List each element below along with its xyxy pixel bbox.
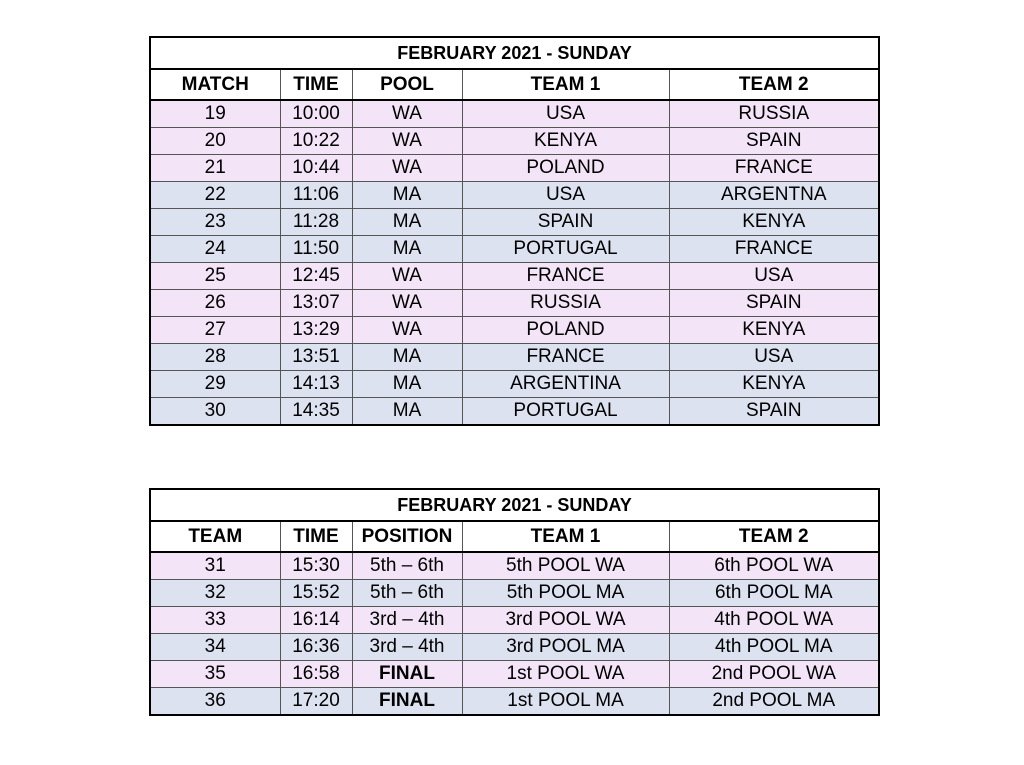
table-cell: POLAND (462, 317, 669, 344)
table-cell: USA (669, 344, 879, 371)
table-row (150, 552, 879, 580)
table-row (150, 661, 879, 688)
column-header: TEAM (150, 521, 280, 552)
table-cell: 11:06 (280, 182, 352, 209)
table-cell: 32 (150, 580, 280, 607)
table-row (150, 128, 879, 155)
table-cell: 2nd POOL MA (669, 688, 879, 716)
table-cell: FRANCE (462, 263, 669, 290)
placement-schedule-table (149, 488, 880, 716)
table-title: FEBRUARY 2021 - SUNDAY (150, 489, 879, 521)
table-cell: 27 (150, 317, 280, 344)
table-cell: 15:30 (280, 552, 352, 580)
table-cell: 33 (150, 607, 280, 634)
table-cell: 26 (150, 290, 280, 317)
table-row (150, 607, 879, 634)
table-cell: SPAIN (462, 209, 669, 236)
table-cell: MA (352, 344, 462, 371)
table-row (150, 398, 879, 426)
table-cell: MA (352, 398, 462, 426)
column-header: TEAM 2 (669, 521, 879, 552)
table-cell: 5th – 6th (352, 552, 462, 580)
table-cell: KENYA (669, 317, 879, 344)
table-cell: KENYA (669, 371, 879, 398)
column-header: TEAM 1 (462, 521, 669, 552)
table-cell: ARGENTINA (462, 371, 669, 398)
table-cell: WA (352, 263, 462, 290)
column-header: TIME (280, 521, 352, 552)
table-row (150, 688, 879, 716)
table-cell: 22 (150, 182, 280, 209)
table-cell: 34 (150, 634, 280, 661)
table-cell: 16:36 (280, 634, 352, 661)
table-cell: WA (352, 100, 462, 128)
column-header: TEAM 2 (669, 69, 879, 100)
table-cell: 4th POOL MA (669, 634, 879, 661)
table-cell: MA (352, 182, 462, 209)
table-row (150, 155, 879, 182)
table-row (150, 317, 879, 344)
table-cell: KENYA (669, 209, 879, 236)
table-cell: 13:07 (280, 290, 352, 317)
table-cell: 6th POOL WA (669, 552, 879, 580)
column-header: POOL (352, 69, 462, 100)
table-cell: 16:14 (280, 607, 352, 634)
table-cell: WA (352, 317, 462, 344)
table-cell: 13:29 (280, 317, 352, 344)
table-cell: 4th POOL WA (669, 607, 879, 634)
table-cell: PORTUGAL (462, 236, 669, 263)
table-cell: 1st POOL WA (462, 661, 669, 688)
table-cell: WA (352, 290, 462, 317)
table-cell: 29 (150, 371, 280, 398)
table-cell: WA (352, 128, 462, 155)
table-cell: ARGENTNA (669, 182, 879, 209)
table-cell: 14:13 (280, 371, 352, 398)
table-cell: 10:00 (280, 100, 352, 128)
table-cell: 19 (150, 100, 280, 128)
table-cell: 10:44 (280, 155, 352, 182)
table-cell: 1st POOL MA (462, 688, 669, 716)
table-cell: USA (462, 100, 669, 128)
table-cell: 3rd POOL WA (462, 607, 669, 634)
column-header: MATCH (150, 69, 280, 100)
table-cell: 11:50 (280, 236, 352, 263)
table-cell: 5th – 6th (352, 580, 462, 607)
table-row (150, 580, 879, 607)
table-cell: 11:28 (280, 209, 352, 236)
table-row (150, 371, 879, 398)
table-cell: WA (352, 155, 462, 182)
table-title: FEBRUARY 2021 - SUNDAY (150, 37, 879, 69)
table-cell: 30 (150, 398, 280, 426)
table-row (150, 263, 879, 290)
table-cell: FINAL (352, 688, 462, 716)
table-body (150, 552, 879, 715)
table-cell: SPAIN (669, 398, 879, 426)
table-cell: 13:51 (280, 344, 352, 371)
table-cell: 3rd – 4th (352, 607, 462, 634)
table-row (150, 236, 879, 263)
table-cell: 5th POOL WA (462, 552, 669, 580)
table-cell: 17:20 (280, 688, 352, 716)
table-cell: 20 (150, 128, 280, 155)
table-cell: RUSSIA (462, 290, 669, 317)
table-cell: RUSSIA (669, 100, 879, 128)
table-row (150, 344, 879, 371)
table-cell: 28 (150, 344, 280, 371)
table-cell: 16:58 (280, 661, 352, 688)
table-cell: FINAL (352, 661, 462, 688)
table-row (150, 634, 879, 661)
table-row (150, 209, 879, 236)
table-cell: POLAND (462, 155, 669, 182)
table-cell: 21 (150, 155, 280, 182)
table-cell: FRANCE (462, 344, 669, 371)
table-cell: 15:52 (280, 580, 352, 607)
table-cell: 3rd – 4th (352, 634, 462, 661)
table-cell: MA (352, 236, 462, 263)
table-cell: 36 (150, 688, 280, 716)
table-cell: USA (462, 182, 669, 209)
table-cell: 10:22 (280, 128, 352, 155)
table-cell: 25 (150, 263, 280, 290)
table-cell: 31 (150, 552, 280, 580)
table-cell: 23 (150, 209, 280, 236)
column-header: TEAM 1 (462, 69, 669, 100)
table-cell: 5th POOL MA (462, 580, 669, 607)
table-cell: 14:35 (280, 398, 352, 426)
table-row (150, 100, 879, 128)
table-cell: 2nd POOL WA (669, 661, 879, 688)
table-cell: MA (352, 371, 462, 398)
table-cell: USA (669, 263, 879, 290)
table-cell: 35 (150, 661, 280, 688)
table-cell: 3rd POOL MA (462, 634, 669, 661)
table-cell: KENYA (462, 128, 669, 155)
column-header: TIME (280, 69, 352, 100)
table-cell: FRANCE (669, 155, 879, 182)
table-cell: SPAIN (669, 128, 879, 155)
table-cell: FRANCE (669, 236, 879, 263)
table-body (150, 100, 879, 425)
table-cell: SPAIN (669, 290, 879, 317)
table-cell: PORTUGAL (462, 398, 669, 426)
table-row (150, 182, 879, 209)
table-cell: MA (352, 209, 462, 236)
table-cell: 6th POOL MA (669, 580, 879, 607)
column-header: POSITION (352, 521, 462, 552)
table-cell: 12:45 (280, 263, 352, 290)
match-schedule-table (149, 36, 880, 426)
table-cell: 24 (150, 236, 280, 263)
table-row (150, 290, 879, 317)
